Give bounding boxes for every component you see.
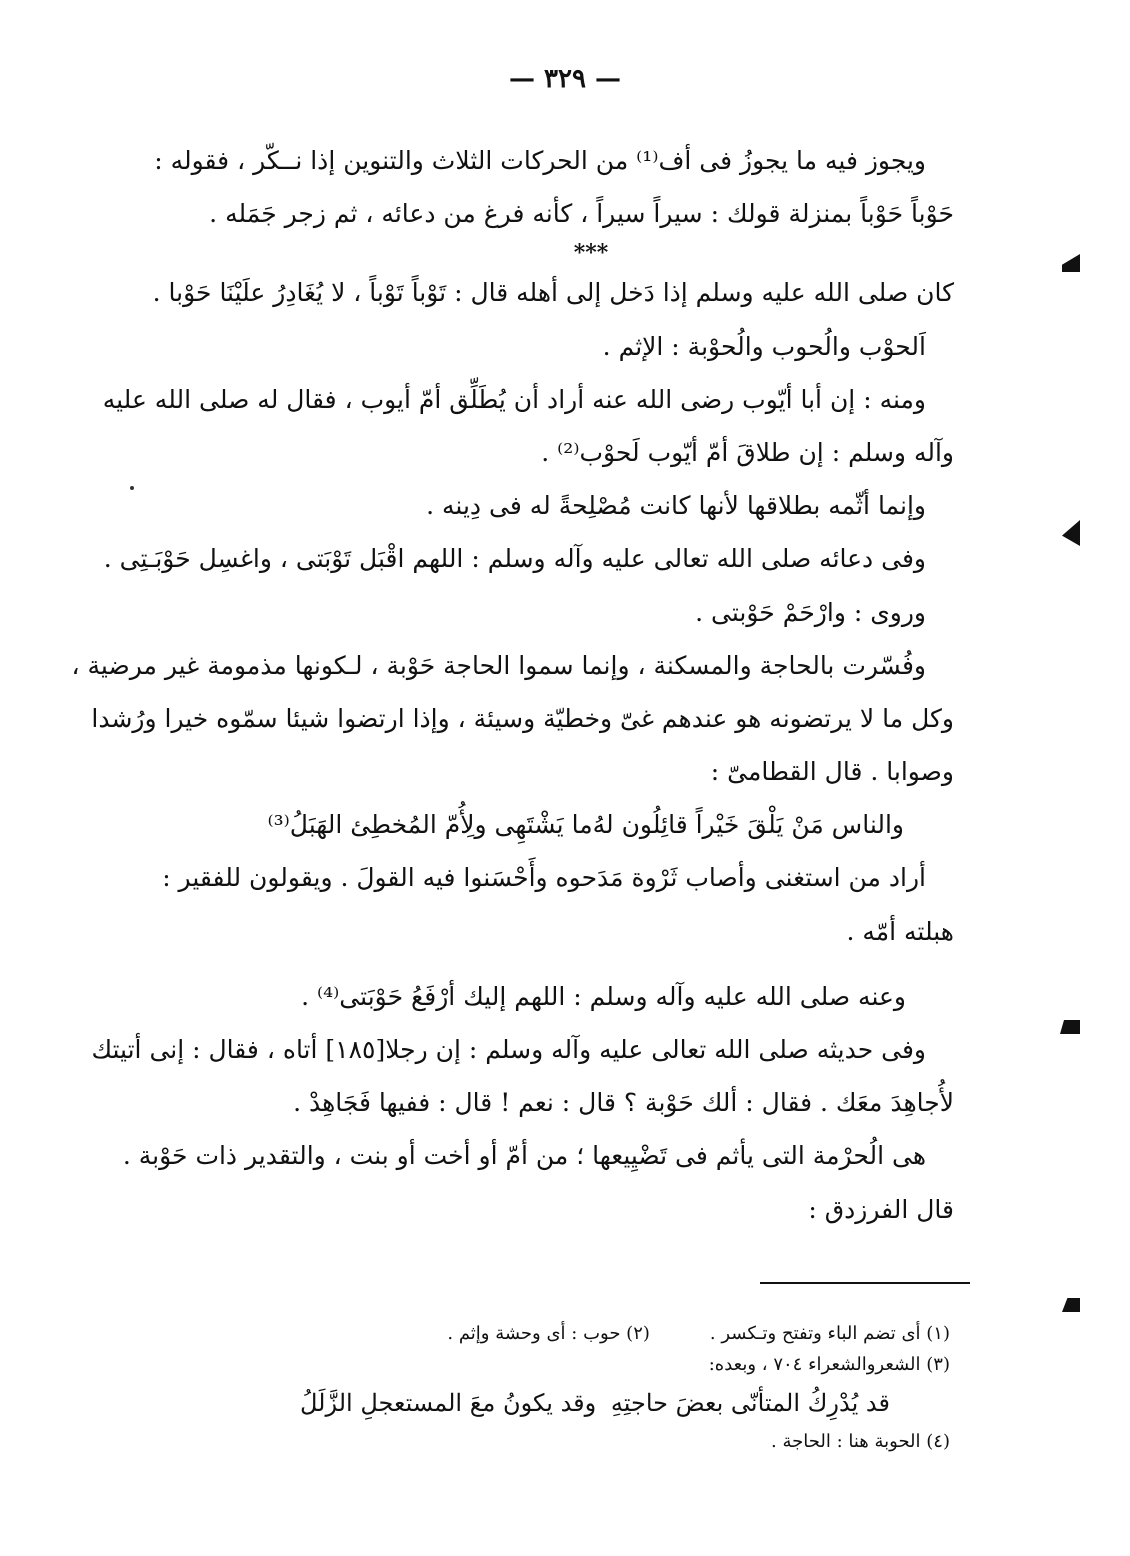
verse-first-hemistich: والناس مَنْ يَلْقَ خَيْراً قائِلُون لهُ	[592, 810, 904, 840]
margin-scan-mark	[1062, 254, 1080, 272]
text-line: وعنه صلى الله عليه وآله وسلم : اللهم إليك أرْفَعُ حَوْبَتى⁽⁴⁾ .	[301, 981, 906, 1011]
margin-scan-mark	[1062, 520, 1080, 546]
page-number: — ٣٢٩ —	[508, 64, 622, 94]
section-separator: ***	[573, 240, 609, 267]
text-line: كان صلى الله عليه وسلم إذا دَخل إلى أهله قال : تَوْباً تَوْباً ، لا يُغَادِرُ علَيْنَا حَوْبا .	[152, 278, 954, 308]
poem-verse	[228, 798, 954, 851]
text-line: حَوْباً حَوْباً بمنزلة قولك : سيراً سيراً ، كأنه فرغ من دعائه ، ثم زجر جَمَله .	[209, 199, 954, 229]
margin-scan-mark	[1060, 1020, 1080, 1034]
text-line: وآله وسلم : إن طلاقَ أمّ أيّوب لَحوْب⁽²⁾ .	[541, 437, 954, 467]
footnote-4: (٤) الحوبة هنا : الحاجة .	[771, 1431, 950, 1452]
text-line: وكل ما لا يرتضونه هو عندهم غىّ وخطيّة وسيئة ، وإذا ارتضوا شيئا سمّوه خيرا ورُشدا	[91, 703, 954, 733]
paragraph-gap	[228, 958, 954, 970]
text-line: ومنه : إن أبا أيّوب رضى الله عنه أراد أن يُطَلِّق أمّ أيوب ، فقال له صلى الله عليه	[102, 384, 926, 414]
text-line: وفى حديثه صلى الله تعالى عليه وآله وسلم : إن رجلا[١٨٥] أتاه ، فقال : إنى أتيتك	[91, 1035, 926, 1064]
text-line: قال الفرزدق :	[808, 1194, 954, 1224]
footnote-3: (٣) الشعروالشعراء ٧٠٤ ، وبعده:	[708, 1354, 950, 1375]
text-line: اَلحوْب والُحوب والُحوْبة : الإثم .	[602, 331, 926, 361]
text-line: وفى دعائه صلى الله تعالى عليه وآله وسلم : اللهم اقْبَل تَوْبَتى ، واغسِل حَوْبَـتِى .	[103, 544, 926, 574]
text-line: هبلته أمّه .	[846, 916, 954, 946]
text-line: أراد من استغنى وأصاب ثَرْوة مَدَحوه وأَحْسَنوا فيه القولَ . ويقولون للفقير :	[162, 863, 926, 893]
verse-second-hemistich: ما يَشْتَهِى ولِأُمّ المُخطِئ الهَبَلُ⁽³⁾	[267, 810, 593, 840]
text-line: لأُجاهِدَ معَك . فقال : ألك حَوْبة ؟ قال : نعم ! قال : ففيها فَجَاهِدْ .	[293, 1088, 954, 1118]
text-line: هى الُحرْمة التى يأثم فى تَضْيِيعها ؛ من أمّ أو أخت أو بنت ، والتقدير ذات حَوْبة .	[122, 1141, 926, 1171]
footnote-row	[300, 1318, 950, 1349]
scan-speck	[130, 486, 134, 490]
footnote-verse-first-hemistich: قد يُدْرِكُ المتأنّى بعضَ حاجتِهِ	[610, 1389, 890, 1417]
margin-scan-mark	[1062, 1298, 1080, 1312]
main-text	[71, 134, 954, 1236]
footnote-1: (١) أى تضم الباء وتفتح وتـكسر .	[709, 1323, 950, 1344]
footnote-2: (٢) حوب : أى وحشة وإثم .	[447, 1323, 650, 1344]
footnotes	[300, 1318, 950, 1457]
text-line: وصوابا . قال القطامىّ :	[710, 757, 954, 787]
text-line: وفُسّرت بالحاجة والمسكنة ، وإنما سموا الحاجة حَوْبة ، لـكونها مذمومة غير مرضية ،	[71, 650, 926, 680]
text-line: وإنما أثّمه بطلاقها لأنها كانت مُصْلِحةً له فى دِينه .	[426, 491, 926, 521]
footnote-verse-second-hemistich: وقد يكونُ معَ المستعجلِ الزَّلَلُ	[300, 1389, 597, 1417]
text-line: وروى : وارْحَمْ حَوْبتى .	[695, 597, 926, 627]
footnote-divider	[760, 1282, 970, 1284]
text-line: ويجوز فيه ما يجوزُ فى أف⁽¹⁾ من الحركات الثلاث والتنوين إذا نــكّر ، فقوله :	[154, 146, 926, 175]
footnote-verse	[300, 1380, 950, 1426]
